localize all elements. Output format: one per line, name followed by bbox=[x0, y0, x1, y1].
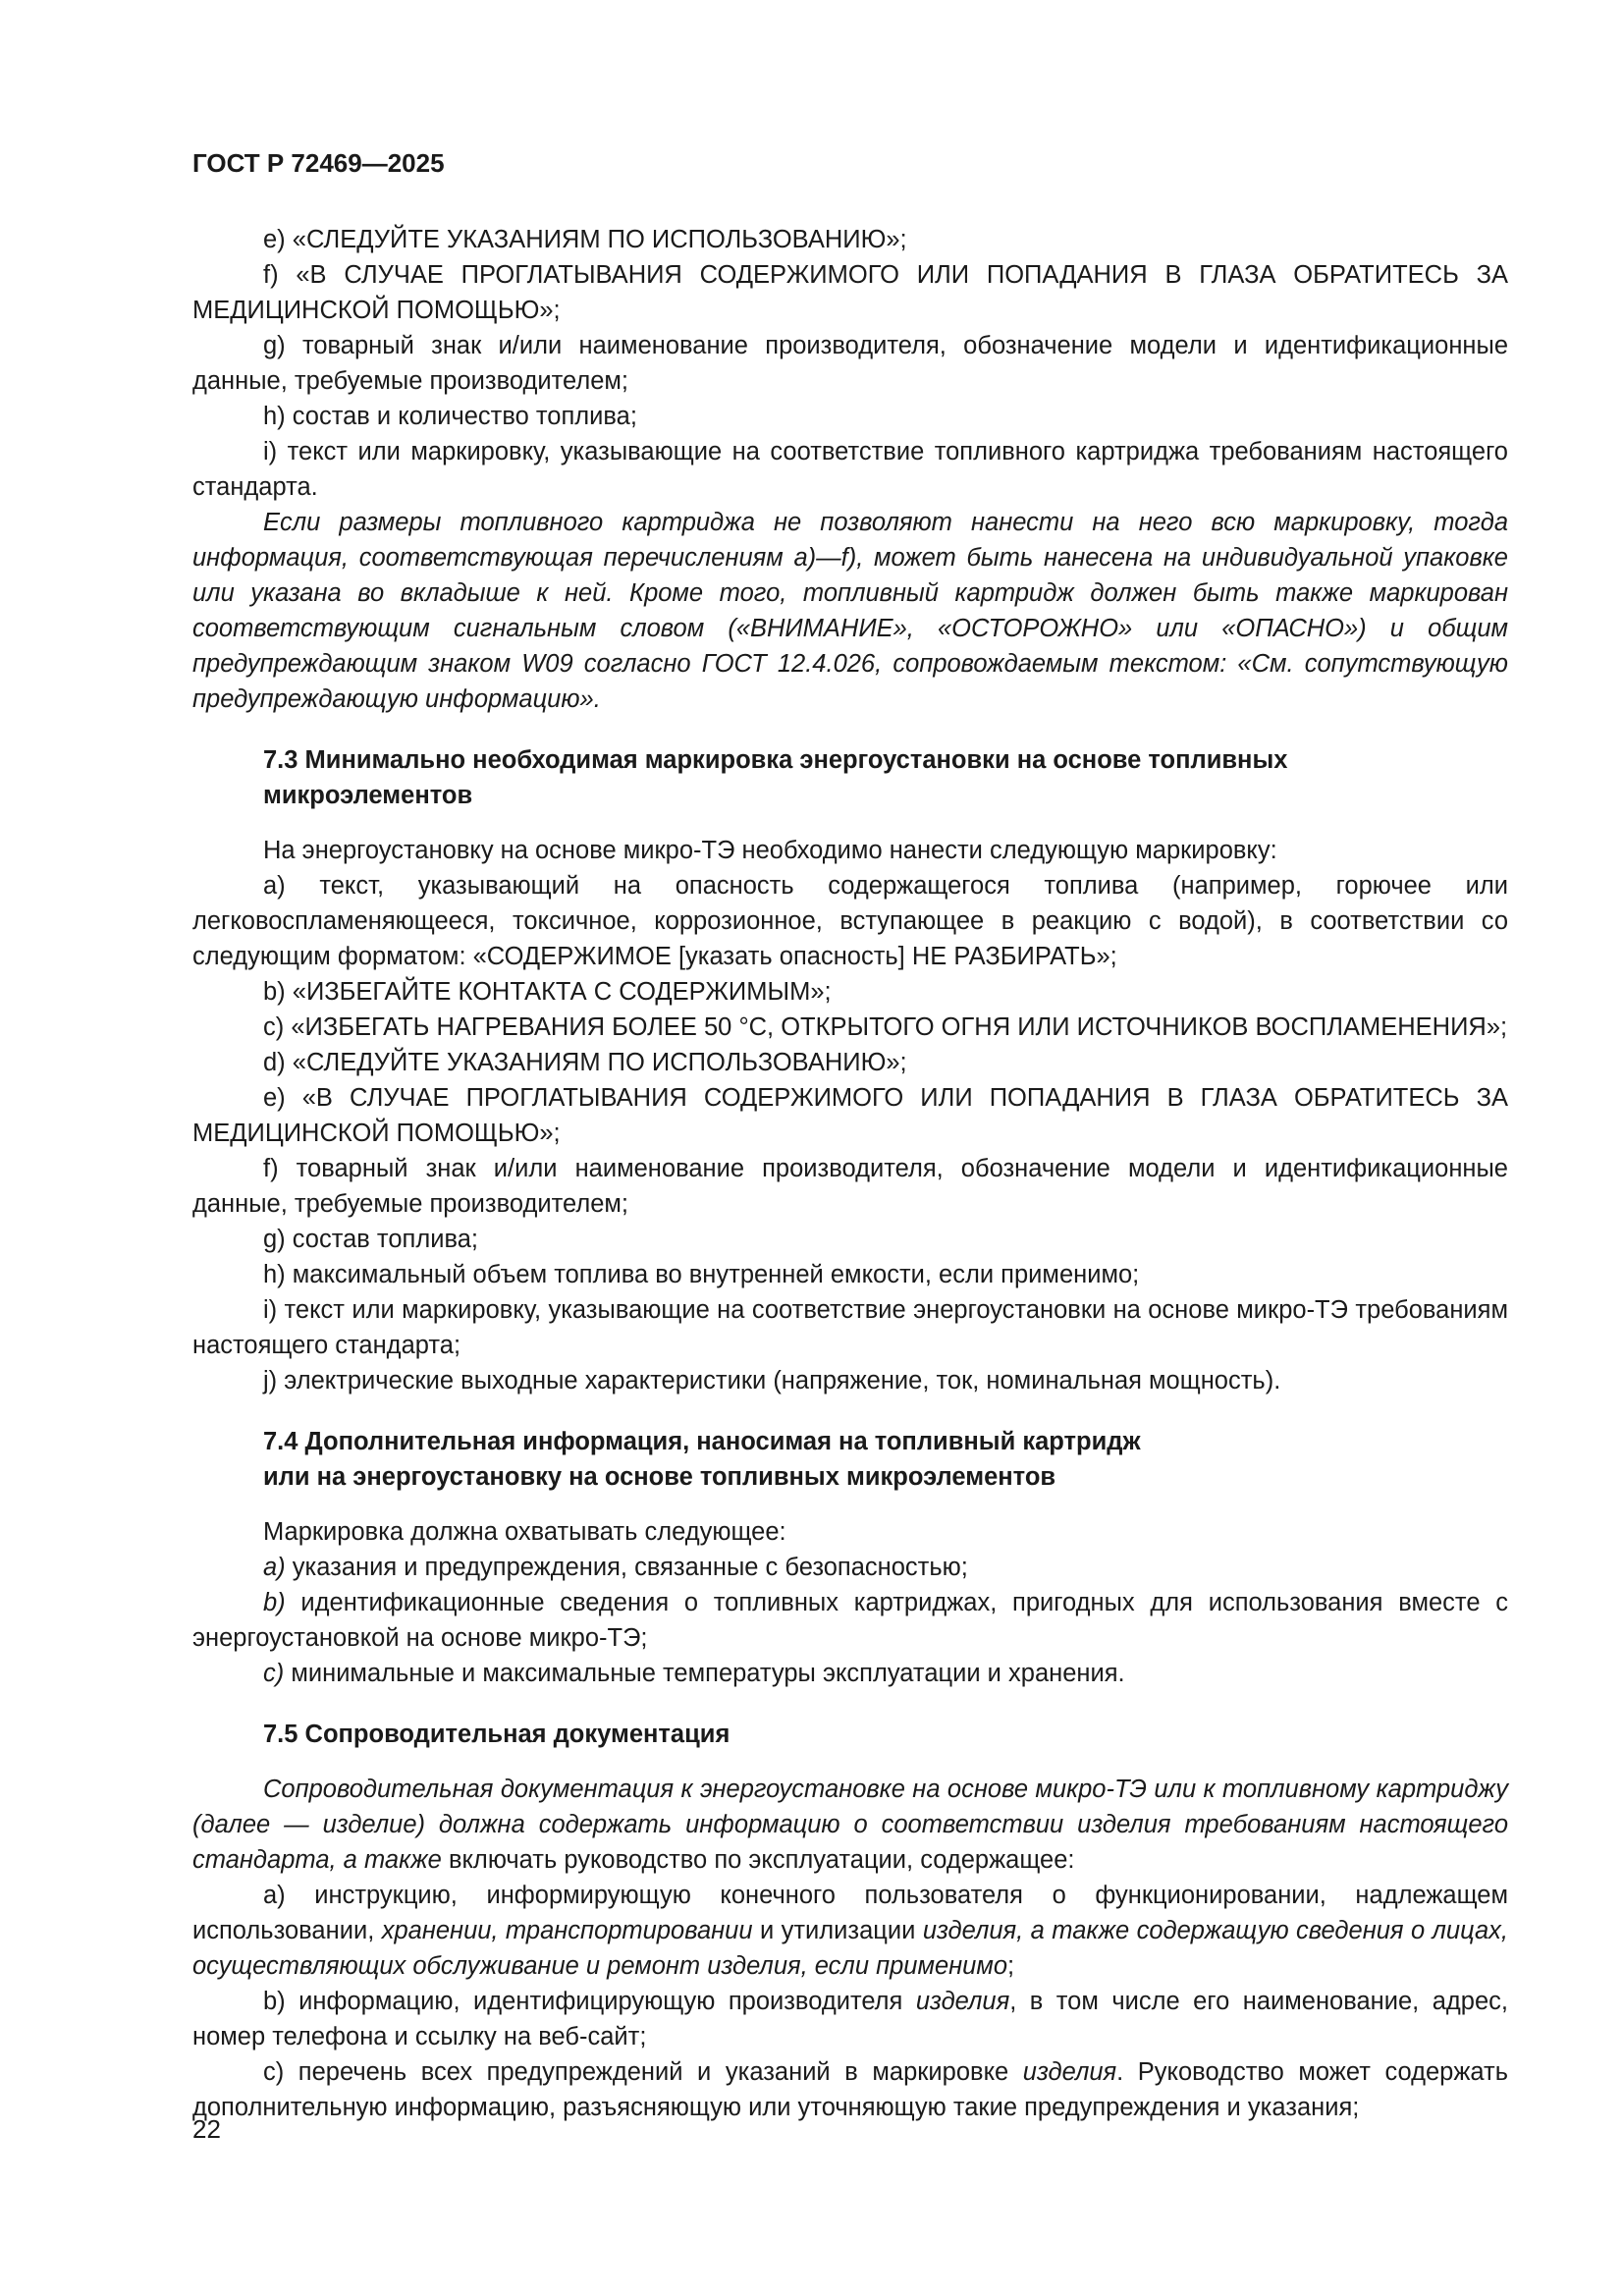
intro-italic: Сопроводительная документация к энергоустановке на основе микро-ТЭ или к топливному картриджу (далее — изделие) должна содержать информацию о соответствии изделия требованиям настоящего стандарта, а также bbox=[192, 1776, 1508, 1874]
list-item: f) товарный знак и/или наименование производителя, обозначение модели и идентификационные данные, требуемые производителем; bbox=[192, 1155, 1508, 1218]
list-item: e) «СЛЕДУЙТЕ УКАЗАНИЯМ ПО ИСПОЛЬЗОВАНИЮ»; bbox=[263, 226, 907, 253]
item-label: b) bbox=[263, 1589, 286, 1616]
page-header: ГОСТ Р 72469—2025 bbox=[192, 148, 445, 178]
list-item: c) «ИЗБЕГАТЬ НАГРЕВАНИЯ БОЛЕЕ 50 °С, ОТКРЫТОГО ОГНЯ ИЛИ ИСТОЧНИКОВ ВОСПЛАМЕНЕНИЯ»; bbox=[263, 1013, 1508, 1041]
heading-line: 7.4 Дополнительная информация, наносимая на топливный картридж bbox=[263, 1428, 1141, 1455]
list-item: d) «СЛЕДУЙТЕ УКАЗАНИЯМ ПО ИСПОЛЬЗОВАНИЮ»; bbox=[263, 1049, 907, 1076]
list-item bbox=[192, 2054, 1508, 2125]
list-item: h) максимальный объем топлива во внутренней емкости, если применимо; bbox=[263, 1261, 1140, 1288]
list-item: h) состав и количество топлива; bbox=[263, 403, 637, 430]
item-label: а) bbox=[263, 1554, 286, 1581]
item-label: c) bbox=[263, 1660, 285, 1687]
heading-line: 7.3 Минимально необходимая маркировка энергоустановки на основе топливных bbox=[263, 746, 1288, 774]
list-item bbox=[192, 1585, 1508, 1656]
text-run: и утилизации bbox=[752, 1917, 923, 1944]
text-run: ; bbox=[1007, 1952, 1015, 1980]
list-item: j) электрические выходные характеристики (напряжение, ток, номинальная мощность). bbox=[263, 1367, 1281, 1394]
text-run: хранении, транспортировании bbox=[381, 1917, 753, 1944]
note-paragraph: Если размеры топливного картриджа не позволяют нанести на него всю маркировку, тогда информация, соответствующая перечислениям а)—f), может быть нанесена на индивидуальной упаковке или указана во вкладыше к ней. Кроме того, топливный картридж должен быть также маркирован соответствующим сигнальным словом («ВНИМАНИЕ», «ОСТОРОЖНО» или «ОПАСНО») и общим предупреждающим знаком W09 согласно ГОСТ 12.4.026, сопровождаемым текстом: «См. сопутствующую предупреждающую информацию». bbox=[192, 509, 1508, 713]
heading-line: или на энергоустановку на основе топливных микроэлементов bbox=[263, 1463, 1056, 1491]
item-text: минимальные и максимальные температуры эксплуатации и хранения. bbox=[284, 1660, 1125, 1687]
heading-line: микроэлементов bbox=[263, 782, 473, 809]
text-run: изделия bbox=[915, 1988, 1010, 2015]
text-run: изделия, а также содержащую сведения о лицах, осуществляющих обслуживание и ремонт изделия, если применимо bbox=[192, 1917, 1509, 1980]
list-item bbox=[192, 1984, 1508, 2054]
text-run: , в том числе его наименование, адрес, номер телефона и ссылку на веб-сайт; bbox=[192, 1988, 1508, 2050]
intro-rest: включать руководство по эксплуатации, содержащее: bbox=[441, 1846, 1075, 1874]
intro-paragraph: Маркировка должна охватывать следующее: bbox=[263, 1518, 786, 1546]
list-item: f) «В СЛУЧАЕ ПРОГЛАТЫВАНИЯ СОДЕРЖИМОГО ИЛИ ПОПАДАНИЯ В ГЛАЗА ОБРАТИТЕСЬ ЗА МЕДИЦИНСКОЙ ПОМОЩЬЮ»; bbox=[192, 261, 1508, 324]
heading-line: 7.5 Сопроводительная документация bbox=[263, 1721, 730, 1748]
list-item bbox=[192, 1550, 1508, 1585]
list-item: g) товарный знак и/или наименование производителя, обозначение модели и идентификационные данные, требуемые производителем; bbox=[192, 332, 1508, 395]
text-run: . Руководство может содержать дополнительную информацию, разъясняющую или уточняющую такие предупреждения и указания; bbox=[192, 2058, 1508, 2121]
page-number: 22 bbox=[192, 2114, 221, 2144]
text-run: а) инструкцию, информирующую конечного пользователя о функционировании, надлежащем использовании, bbox=[192, 1882, 1508, 1944]
intro-paragraph: На энергоустановку на основе микро-ТЭ необходимо нанести следующую маркировку: bbox=[263, 837, 1277, 864]
list-item: i) текст или маркировку, указывающие на соответствие энергоустановки на основе микро-ТЭ требованиям настоящего стандарта; bbox=[192, 1296, 1508, 1359]
list-item: e) «В СЛУЧАЕ ПРОГЛАТЫВАНИЯ СОДЕРЖИМОГО ИЛИ ПОПАДАНИЯ В ГЛАЗА ОБРАТИТЕСЬ ЗА МЕДИЦИНСКОЙ ПОМОЩЬЮ»; bbox=[192, 1084, 1508, 1147]
section-heading-7-3 bbox=[192, 742, 1508, 813]
list-item bbox=[192, 1878, 1508, 1984]
list-item: b) «ИЗБЕГАЙТЕ КОНТАКТА С СОДЕРЖИМЫМ»; bbox=[263, 978, 832, 1006]
list-item: i) текст или маркировку, указывающие на соответствие топливного картриджа требованиям настоящего стандарта. bbox=[192, 438, 1508, 501]
text-run: c) перечень всех предупреждений и указаний в маркировке bbox=[263, 2058, 1023, 2086]
list-item: а) текст, указывающий на опасность содержащегося топлива (например, горючее или легковоспламеняющееся, токсичное, коррозионное, вступающее в реакцию с водой), в соответствии со следующим форматом: «СОДЕРЖИМОЕ [указать опасность] НЕ РАЗБИРАТЬ»; bbox=[192, 872, 1508, 970]
section-heading-7-4 bbox=[192, 1424, 1508, 1495]
item-text: идентификационные сведения о топливных картриджах, пригодных для использования вместе с энергоустановкой на основе микро-ТЭ; bbox=[192, 1589, 1508, 1652]
item-text: указания и предупреждения, связанные с безопасностью; bbox=[285, 1554, 968, 1581]
text-run: b) информацию, идентифицирующую производителя bbox=[263, 1988, 916, 2015]
intro-paragraph bbox=[192, 1772, 1508, 1878]
page-body bbox=[192, 222, 1508, 2125]
list-item: g) состав топлива; bbox=[263, 1226, 478, 1253]
list-item bbox=[192, 1656, 1508, 1691]
text-run: изделия bbox=[1022, 2058, 1117, 2086]
section-heading-7-5 bbox=[192, 1717, 1508, 1752]
